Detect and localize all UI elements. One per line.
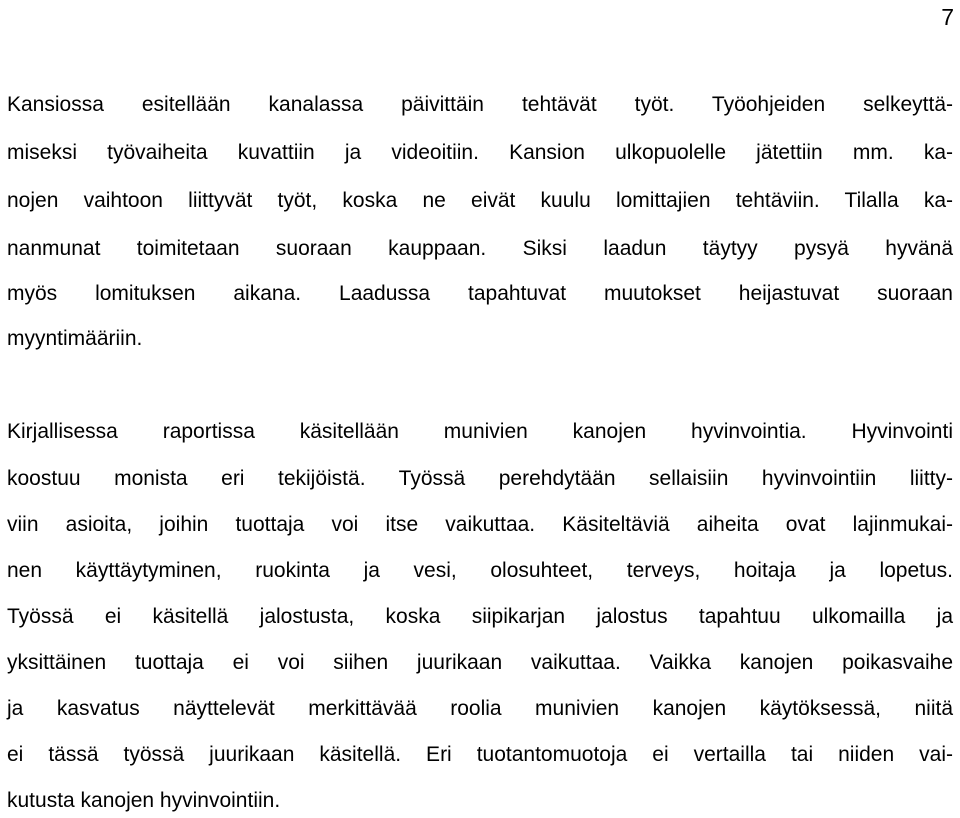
text-line: viin asioita, joihin tuottaja voi itse vaikuttaa. Käsiteltäviä aiheita ovat lajinmukai-: [7, 513, 953, 536]
page-number: 7: [941, 4, 954, 30]
text-line: myös lomituksen aikana. Laadussa tapahtuvat muutokset heijastuvat suoraan: [7, 282, 953, 305]
text-line: ja kasvatus näyttelevät merkittävää roolia munivien kanojen käytöksessä, niitä: [7, 697, 953, 720]
text-line: Työssä ei käsitellä jalostusta, koska siipikarjan jalostus tapahtuu ulkomailla ja: [7, 605, 953, 628]
text-line: koostuu monista eri tekijöistä. Työssä perehdytään sellaisiin hyvinvointiin liitty-: [7, 467, 953, 490]
text-line: nojen vaihtoon liittyvät työt, koska ne eivät kuulu lomittajien tehtäviin. Tilalla ka-: [7, 189, 953, 212]
text-line: kutusta kanojen hyvinvointiin.: [7, 789, 281, 812]
text-line: nen käyttäytyminen, ruokinta ja vesi, olosuhteet, terveys, hoitaja ja lopetus.: [7, 559, 953, 582]
text-line: ei tässä työssä juurikaan käsitellä. Eri tuotantomuotoja ei vertailla tai niiden vai-: [7, 743, 953, 766]
text-line: Kirjallisessa raportissa käsitellään munivien kanojen hyvinvointia. Hyvinvointi: [7, 420, 953, 443]
text-line: myyntimääriin.: [7, 327, 143, 350]
text-line: yksittäinen tuottaja ei voi siihen juurikaan vaikuttaa. Vaikka kanojen poikasvaihe: [7, 651, 953, 674]
text-line: nanmunat toimitetaan suoraan kauppaan. Siksi laadun täytyy pysyä hyvänä: [7, 237, 953, 260]
text-line: miseksi työvaiheita kuvattiin ja videoitiin. Kansion ulkopuolelle jätettiin mm. ka-: [7, 141, 953, 164]
text-line: Kansiossa esitellään kanalassa päivittäin tehtävät työt. Työohjeiden selkeyttä-: [7, 93, 953, 116]
